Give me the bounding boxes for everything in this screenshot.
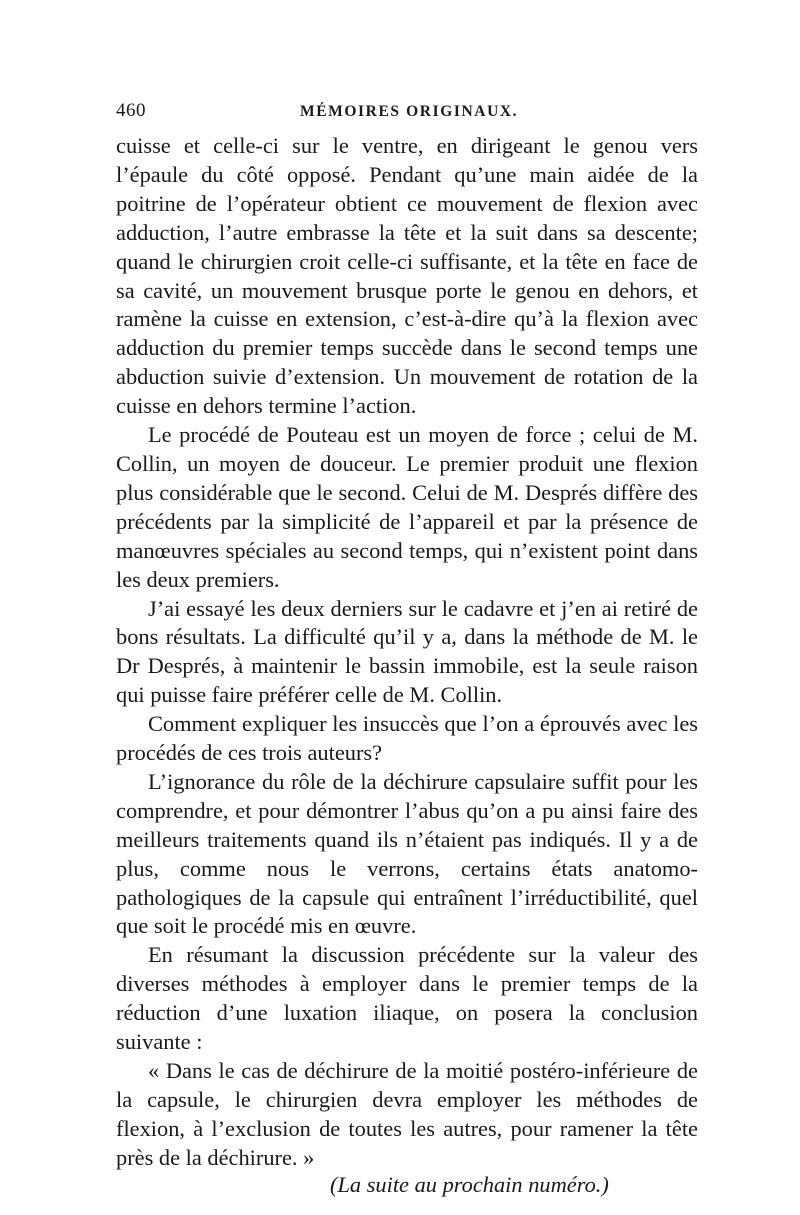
page-header: [116, 100, 698, 124]
paragraph-procedure-comparison: Le procédé de Pouteau est un moyen de force ; celui de M. Collin, un moyen de douceur. Le premier produit une flexion plus considérable que le second. Celui de M. Després diffère des précédents par la simplicité de l’appareil et par la présence de manœuvres spéciales au second temps, qui n’existent point dans les deux premiers.: [116, 422, 698, 592]
running-head: MÉMOIRES ORIGINAUX.: [300, 103, 519, 120]
paragraph-cadaver-trials: J’ai essayé les deux derniers sur le cadavre et j’en ai retiré de bons résultats. La difficulté qu’il y a, dans la méthode de M. le Dr Després, à maintenir le bassin immobile, est la seule raison qui puisse faire préférer celle de M. Collin.: [116, 595, 698, 708]
paragraph-capsular-tear: L’ignorance du rôle de la déchirure capsulaire suffit pour les comprendre, et pour démontrer l’abus qu’on a pu ainsi faire des meilleurs traitements quand ils n’étaient pas indiqués. Il y a de plus, comme nous le verrons, certains états anatomo-pathologiques de la capsule qui entraînent l’irréductibilité, quel que soit le procédé mis en œuvre.: [116, 768, 698, 939]
continuation-note: (La suite au prochain numéro.): [330, 1171, 609, 1197]
paragraph-continuation: cuisse et celle-ci sur le ventre, en dirigeant le genou vers l’épaule du côté opposé. Pendant qu’une main aidée de la poitrine de l’opérateur obtient ce mouvement de flexion avec adduction, l’autre embrasse la tête et la suit dans sa descente; quand le chirurgien croit celle-ci suffisante, et la tête en face de sa cavité, un mouvement brusque porte le genou en dehors, et ramène la cuisse en extension, c’est-à-dire qu’à la flexion avec adduction du premier temps succède dans le second temps une abduction suivie d’extension. Un mouvement de rotation de la cuisse en dehors termine l’action.: [116, 133, 698, 419]
paragraph-summary: En résumant la discussion précédente sur la valeur des diverses méthodes à employer dans le premier temps de la réduction d’une luxation iliaque, on posera la conclusion suivante :: [116, 942, 698, 1055]
body-text: [116, 132, 698, 1173]
paragraph-conclusion-quote: « Dans le cas de déchirure de la moitié postéro-inférieure de la capsule, le chirurgien devra employer les méthodes de flexion, à l’exclusion de toutes les autres, pour ramener la tête près de la déchirure. »: [116, 1058, 698, 1170]
paragraph-question: Comment expliquer les insuccès que l’on a éprouvés avec les procédés de ces trois auteurs?: [116, 711, 698, 766]
document-page: [116, 100, 698, 1200]
page-number: 460: [116, 100, 146, 121]
